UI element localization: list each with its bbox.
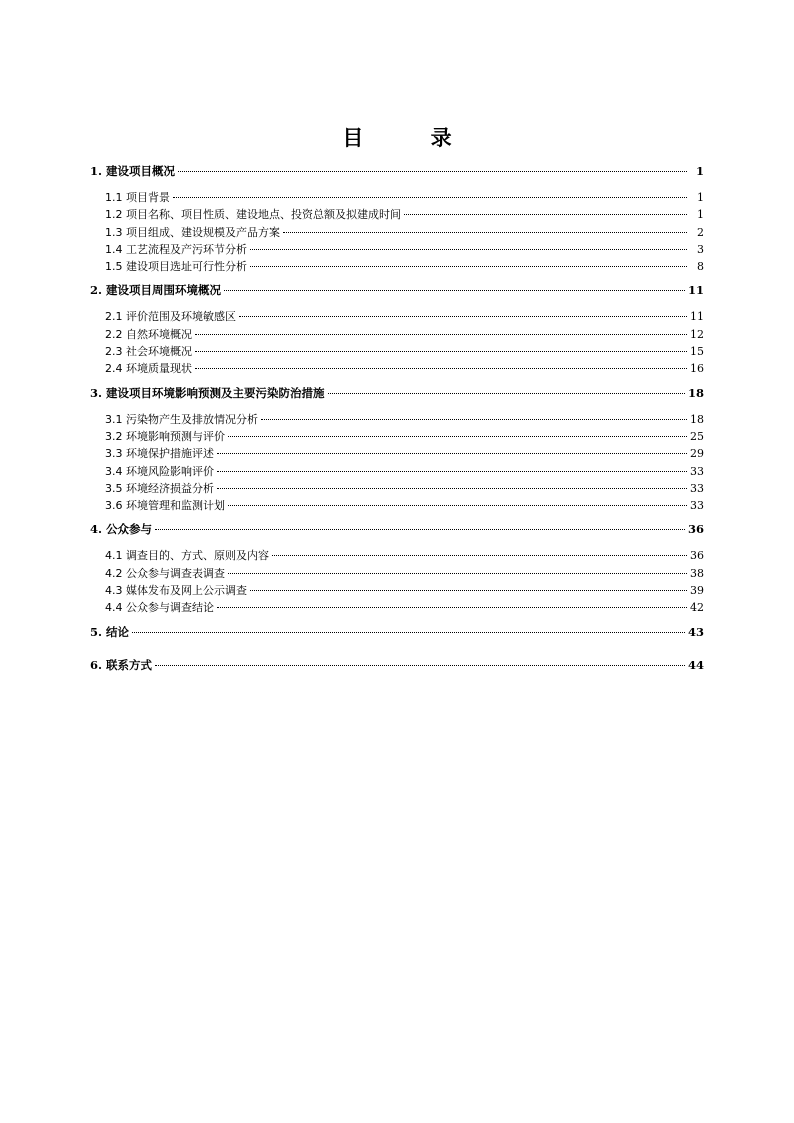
toc-dot-leader — [132, 632, 685, 633]
toc-page-number: 3 — [697, 242, 704, 256]
toc-entry-label: 4.4 公众参与调查结论 — [105, 601, 214, 615]
toc-entry-label: 1. 建设项目概况 — [90, 164, 176, 178]
toc-section-entry[interactable] — [90, 480, 704, 497]
toc-page-number: 36 — [690, 549, 704, 563]
toc-spacer — [90, 617, 704, 624]
toc-entry-label: 2. 建设项目周围环境概况 — [90, 283, 222, 298]
toc-section-entry[interactable] — [90, 189, 704, 206]
toc-entry-label: 1.1 项目背景 — [105, 191, 170, 204]
toc-section-entry[interactable] — [90, 224, 704, 241]
toc-entry-label: 3.5 环境经济损益分析 — [105, 481, 214, 495]
toc-section-entry[interactable] — [90, 411, 704, 428]
toc-page-number: 11 — [690, 310, 704, 324]
toc-spacer — [90, 650, 704, 657]
toc-spacer — [90, 402, 704, 411]
toc-entry-label: 2.3 社会环境概况 — [105, 345, 192, 359]
toc-entry-label: 3.6 环境管理和监测计划 — [105, 499, 225, 513]
toc-dot-leader — [178, 171, 687, 172]
toc-page-number: 38 — [690, 566, 704, 580]
toc-section-entry[interactable] — [90, 428, 704, 445]
toc-dot-leader — [155, 529, 685, 530]
toc-dot-leader — [228, 573, 687, 574]
toc-page-number: 15 — [690, 345, 704, 359]
toc-entry-label: 4.3 媒体发布及网上公示调查 — [105, 584, 247, 598]
toc-section-entry[interactable] — [90, 241, 704, 258]
toc-section-entry[interactable] — [90, 258, 704, 275]
toc-dot-leader — [224, 290, 685, 291]
toc-dot-leader — [250, 590, 687, 591]
toc-dot-leader — [283, 232, 687, 233]
toc-spacer — [90, 180, 704, 189]
toc-entry-label: 4. 公众参与 — [90, 522, 153, 537]
table-of-contents — [90, 163, 704, 683]
toc-page-number: 12 — [690, 327, 704, 341]
toc-spacer — [90, 674, 704, 683]
toc-dot-leader — [261, 419, 687, 420]
toc-dot-leader — [195, 368, 687, 369]
toc-spacer — [90, 641, 704, 650]
toc-entry-label: 3.4 环境风险影响评价 — [105, 464, 214, 478]
toc-page-number: 2 — [697, 225, 704, 239]
toc-dot-leader — [272, 555, 687, 556]
toc-section-entry[interactable] — [90, 565, 704, 582]
toc-page-number: 8 — [697, 260, 704, 274]
toc-section-entry[interactable] — [90, 308, 704, 325]
toc-spacer — [90, 538, 704, 547]
toc-dot-leader — [228, 505, 687, 506]
toc-entry-label: 2.1 评价范围及环境敏感区 — [105, 310, 236, 324]
toc-chapter-entry[interactable] — [90, 657, 704, 674]
toc-dot-leader — [404, 214, 687, 215]
toc-section-entry[interactable] — [90, 497, 704, 514]
toc-dot-leader — [195, 334, 687, 335]
toc-dot-leader — [328, 393, 685, 394]
toc-entry-label: 1.2 项目名称、项目性质、建设地点、投资总额及拟建成时间 — [105, 208, 401, 222]
toc-dot-leader — [250, 266, 687, 267]
toc-page-number: 18 — [690, 412, 704, 426]
toc-dot-leader — [155, 665, 685, 666]
toc-page-number: 39 — [690, 584, 704, 598]
toc-page-number: 1 — [697, 191, 704, 204]
toc-section-entry[interactable] — [90, 445, 704, 462]
toc-entry-label: 4.1 调查目的、方式、原则及内容 — [105, 549, 269, 563]
toc-page-number: 33 — [690, 499, 704, 513]
toc-title: 目 录 — [342, 125, 482, 150]
toc-section-entry[interactable] — [90, 599, 704, 616]
toc-spacer — [90, 275, 704, 282]
toc-dot-leader — [250, 249, 687, 250]
toc-entry-label: 4.2 公众参与调查表调查 — [105, 566, 225, 580]
toc-page-number: 18 — [687, 385, 704, 400]
toc-chapter-entry[interactable] — [90, 163, 704, 180]
toc-page-number: 43 — [687, 624, 704, 639]
toc-section-entry[interactable] — [90, 547, 704, 564]
toc-chapter-entry[interactable] — [90, 521, 704, 538]
toc-entry-label: 3.1 污染物产生及排放情况分析 — [105, 412, 258, 426]
toc-page-number: 33 — [690, 464, 704, 478]
toc-dot-leader — [239, 316, 687, 317]
toc-page-number: 25 — [690, 429, 704, 443]
toc-dot-leader — [217, 471, 687, 472]
toc-dot-leader — [217, 607, 687, 608]
toc-entry-label: 2.2 自然环境概况 — [105, 327, 192, 341]
toc-chapter-entry[interactable] — [90, 282, 704, 299]
toc-section-entry[interactable] — [90, 463, 704, 480]
toc-section-entry[interactable] — [90, 326, 704, 343]
toc-chapter-entry[interactable] — [90, 624, 704, 641]
toc-entry-label: 5. 结论 — [90, 624, 130, 639]
toc-chapter-entry[interactable] — [90, 385, 704, 402]
toc-dot-leader — [217, 488, 687, 489]
toc-section-entry[interactable] — [90, 360, 704, 377]
toc-entry-label: 1.5 建设项目选址可行性分析 — [105, 260, 247, 274]
toc-section-entry[interactable] — [90, 206, 704, 223]
toc-spacer — [90, 514, 704, 521]
toc-entry-label: 6. 联系方式 — [90, 657, 153, 672]
toc-page-number: 11 — [687, 283, 704, 298]
toc-page-number: 1 — [697, 208, 704, 222]
toc-entry-label: 3.3 环境保护措施评述 — [105, 447, 214, 461]
toc-entry-label: 1.3 项目组成、建设规模及产品方案 — [105, 225, 280, 239]
toc-dot-leader — [173, 197, 687, 198]
toc-entry-label: 1.4 工艺流程及产污环节分析 — [105, 242, 247, 256]
toc-page-number: 42 — [690, 601, 704, 615]
toc-entry-label: 2.4 环境质量现状 — [105, 362, 192, 376]
toc-page-number: 44 — [687, 657, 704, 672]
toc-page-number: 29 — [690, 447, 704, 461]
toc-dot-leader — [228, 436, 687, 437]
toc-page-number: 16 — [690, 362, 704, 376]
toc-section-entry[interactable] — [90, 343, 704, 360]
toc-spacer — [90, 378, 704, 385]
toc-spacer — [90, 299, 704, 308]
toc-page-number: 36 — [687, 522, 704, 537]
toc-page-number: 33 — [690, 481, 704, 495]
toc-page-number: 1 — [695, 164, 704, 178]
toc-dot-leader — [195, 351, 687, 352]
toc-entry-label: 3. 建设项目环境影响预测及主要污染防治措施 — [90, 385, 325, 400]
toc-entry-label: 3.2 环境影响预测与评价 — [105, 429, 225, 443]
toc-dot-leader — [217, 453, 687, 454]
toc-section-entry[interactable] — [90, 582, 704, 599]
